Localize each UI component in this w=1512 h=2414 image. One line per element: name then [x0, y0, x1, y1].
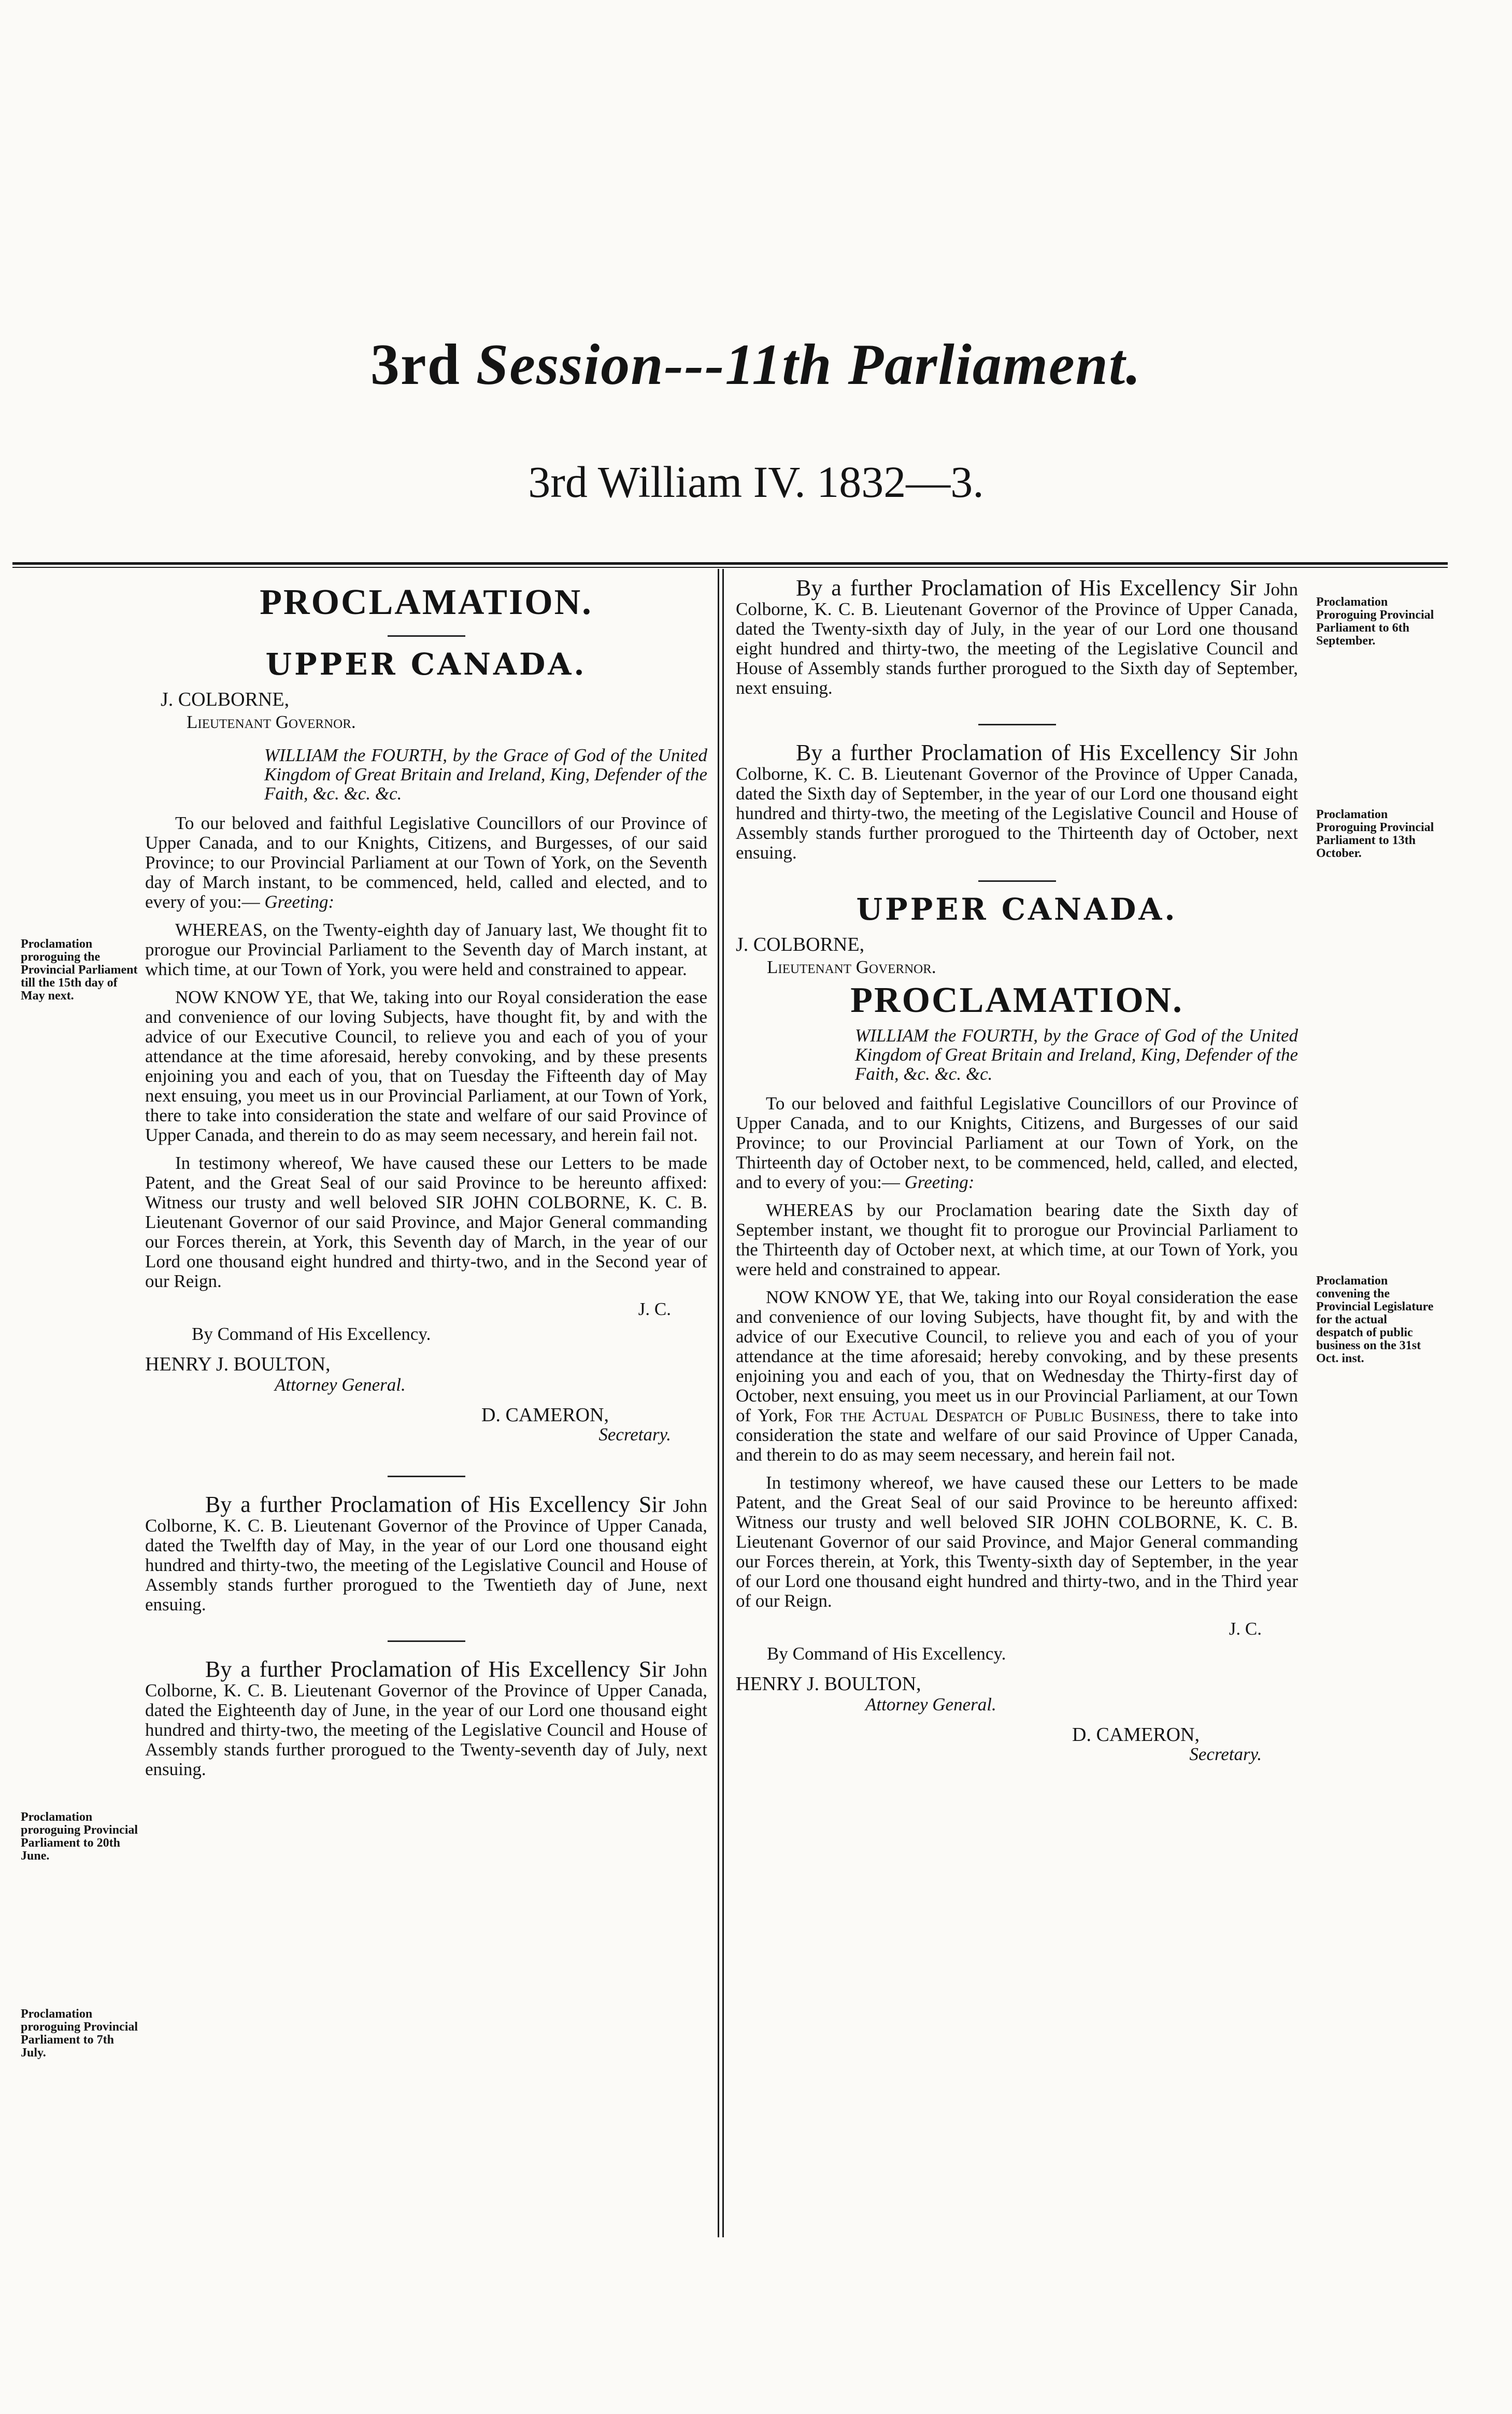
secretary-title: Secretary. — [598, 1424, 671, 1445]
governor-title: Lieutenant Governor. — [767, 957, 936, 977]
secretary-name: D. CAMERON, — [481, 1404, 609, 1426]
margin-note-4: Proclamation Proroguing Provincial Parliament to 6th September. — [1316, 595, 1434, 648]
attorney-general-title: Attorney General. — [275, 1375, 406, 1395]
royal-style: WILLIAM the FOURTH, by the Grace of God of the United Kingdom of Great Britain and Ireland, King, Defender of the Faith, &c. &c. &c. — [264, 745, 707, 804]
column-divider — [718, 569, 719, 2237]
attorney-general-name: HENRY J. BOULTON, — [145, 1353, 331, 1375]
province-heading: UPPER CANADA. — [856, 892, 1178, 927]
now-know-ye-paragraph: NOW KNOW YE, that We, taking into our Royal consideration the ease and convenience of our loving Subjects, have thought fit, by and with the advice of our Executive Council, to relieve you and each of you of your attendance at the time aforesaid, hereby convoking, and by these presents enjoining you and each of you, that on Tuesday the Fifteenth day of May next ensuing, you meet us in our Provincial Parliament, at our Town of York, there to take into consideration the state and welfare of our said Province of Upper Canada, and therein to do as may seem necessary, and herein fail not. — [145, 987, 707, 1145]
margin-note-2: Proclamation proroguing Provincial Parliament to 20th June. — [21, 1810, 138, 1863]
further-proclamation-1 — [145, 1492, 707, 1615]
separator-dash — [388, 635, 465, 637]
title-session-number: 3rd — [370, 333, 461, 397]
further-lead: By a further Proclamation of His Excellency Sir — [205, 1492, 666, 1517]
initials: J. C. — [1229, 1619, 1262, 1639]
testimony-paragraph: In testimony whereof, We have caused these our Letters to be made Patent, and the Great Seal of our said Province to be hereunto affixed: Witness our trusty and well beloved SIR JOHN COLBORNE, K. C. B. Lieutenant Governor of our said Province, and Major General commanding our Forces therein, at York, this Seventh day of March, in the year of our Lord one thousand eight hundred and thirty-two, and in the Second year of our Reign. — [145, 1153, 707, 1291]
attorney-general-title: Attorney General. — [865, 1694, 996, 1715]
margin-note-3: Proclamation proroguing Provincial Parliament to 7th July. — [21, 2007, 138, 2060]
greeting: Greeting: — [904, 1172, 975, 1192]
governor-name: J. COLBORNE, — [161, 689, 290, 710]
by-command: By Command of His Excellency. — [192, 1324, 431, 1344]
whereas-paragraph: WHEREAS by our Proclamation bearing date the Sixth day of September instant, we thought fit to prorogue our Provincial Parliament to the Thirteenth day of October next, at which time, at our Town of York, you were held and constrained to appear. — [736, 1200, 1298, 1279]
separator-dash — [978, 724, 1056, 725]
column-divider-inner — [722, 569, 724, 2237]
separator-dash — [978, 880, 1056, 882]
margin-note-6: Proclamation convening the Provincial Legislature for the actual despatch of public business on the 31st Oct. inst. — [1316, 1274, 1434, 1365]
address-text: To our beloved and faithful Legislative Councillors of our Province of Upper Canada, and to our Knights, Citizens, and Burgesses of our said Province; to our Provincial Parliament at our Town of York, on the Thirteenth day of October next, to be commenced, held, called, and elected, and to every of you:— — [736, 1093, 1298, 1192]
governor-title: Lieutenant Governor. — [187, 712, 356, 732]
page-subtitle: 3rd William IV. 1832—3. — [528, 457, 984, 507]
further-lead: By a further Proclamation of His Excellency Sir — [205, 1656, 666, 1682]
further-lead: By a further Proclamation of His Excellency Sir — [796, 740, 1257, 765]
actual-despatch: For the Actual Despatch of Public Business, — [805, 1405, 1160, 1425]
margin-note-5: Proclamation Proroguing Provincial Parliament to 13th October. — [1316, 808, 1434, 860]
left-column — [145, 570, 707, 1788]
further-proclamation-2 — [145, 1656, 707, 1779]
further-text: John Colborne, K. C. B. Lieutenant Governor of the Province of Upper Canada, dated the Twenty-sixth day of July, in the year of our Lord one thousand eight hundred and thirty-two, the meeting of the Legislative Council and House of Assembly stands further prorogued to the Sixth day of September, next ensuing. — [736, 579, 1298, 698]
initials: J. C. — [638, 1299, 671, 1319]
further-proclamation-3 — [736, 575, 1298, 698]
by-command: By Command of His Excellency. — [767, 1644, 1006, 1664]
secretary-title: Secretary. — [1189, 1744, 1262, 1764]
address-paragraph — [736, 1094, 1298, 1192]
page-title — [0, 332, 1512, 398]
separator-dash — [388, 1476, 465, 1477]
title-session: Session---11th — [476, 333, 833, 397]
address-paragraph — [145, 813, 707, 912]
royal-style: WILLIAM the FOURTH, by the Grace of God of the United Kingdom of Great Britain and Ireland, King, Defender of the Faith, &c. &c. &c. — [855, 1025, 1298, 1084]
right-column — [736, 570, 1298, 1773]
separator-dash — [388, 1640, 465, 1642]
now-know-ye-paragraph — [736, 1288, 1298, 1465]
further-proclamation-4 — [736, 740, 1298, 863]
governor-name: J. COLBORNE, — [736, 934, 865, 955]
top-rule-thin — [12, 567, 1448, 568]
further-text: John Colborne, K. C. B. Lieutenant Governor of the Province of Upper Canada, dated the Eighteenth day of June, in the year of our Lord one thousand eight hundred and thirty-two, the meeting of the Legislative Council and House of Assembly stands further prorogued to the Twenty-seventh day of July, next ensuing. — [145, 1661, 707, 1779]
top-rule — [12, 562, 1448, 565]
title-parliament: Parliament. — [848, 333, 1142, 397]
whereas-paragraph: WHEREAS, on the Twenty-eighth day of January last, We thought fit to prorogue our Provincial Parliament to the Seventh day of March instant, at which time, at our Town of York, you were held and constrained to appear. — [145, 920, 707, 979]
attorney-general-name: HENRY J. BOULTON, — [736, 1673, 921, 1695]
proclamation-heading: PROCLAMATION. — [850, 980, 1183, 1020]
further-lead: By a further Proclamation of His Excellency Sir — [796, 575, 1257, 601]
address-text: To our beloved and faithful Legislative Councillors of our Province of Upper Canada, and to our Knights, Citizens, and Burgesses, of our said Province; to our Provincial Parliament at our Town of York, on the Seventh day of March instant, to be commenced, held, called and elected, and to every of you:— — [145, 813, 707, 912]
now-know-ye-text: NOW KNOW YE, that We, taking into our Royal consideration the ease and convenience of our loving Subjects, have thought fit, by and with the advice of our Executive Council, to relieve you and each of you of your attendance at the time aforesaid; hereby convoking, and by these presents enjoining you and each of you, that on Wednesday the Thirty-first day of October, next ensuing, you meet us in our Provincial Parliament, at our Town of York, — [736, 1287, 1298, 1425]
further-text: John Colborne, K. C. B. Lieutenant Governor of the Province of Upper Canada, dated the Sixth day of September, in the year of our Lord one thousand eight hundred and thirty-two, the meeting of the Legislative Council and House of Assembly stands further prorogued to the Thirteenth day of October, next ensuing. — [736, 744, 1298, 863]
further-text: John Colborne, K. C. B. Lieutenant Governor of the Province of Upper Canada, dated the Twelfth day of May, in the year of our Lord one thousand eight hundred and thirty-two, the meeting of the Legislative Council and House of Assembly stands further prorogued to the Twentieth day of June, next ensuing. — [145, 1496, 707, 1615]
margin-note-1: Proclamation proroguing the Provincial Parliament till the 15th day of May next. — [21, 937, 138, 1003]
proclamation-heading: PROCLAMATION. — [260, 582, 593, 622]
province-heading: UPPER CANADA. — [265, 647, 587, 682]
greeting: Greeting: — [264, 892, 335, 912]
secretary-name: D. CAMERON, — [1072, 1724, 1200, 1746]
testimony-paragraph: In testimony whereof, we have caused these our Letters to be made Patent, and the Great Seal of our said Province to be hereunto affixed: Witness our trusty and well beloved SIR JOHN COLBORNE, K. C. B. Lieutenant Governor of our said Province, and Major General commanding our Forces therein, at York, this Twenty-sixth day of September, in the year of our Lord one thousand eight hundred and thirty-two, and in the Third year of our Reign. — [736, 1473, 1298, 1611]
now-know-ye-end: there to take into consideration the state and welfare of our said Province of Upper Canada, and therein to do as may seem necessary, and herein fail not. — [736, 1405, 1299, 1465]
